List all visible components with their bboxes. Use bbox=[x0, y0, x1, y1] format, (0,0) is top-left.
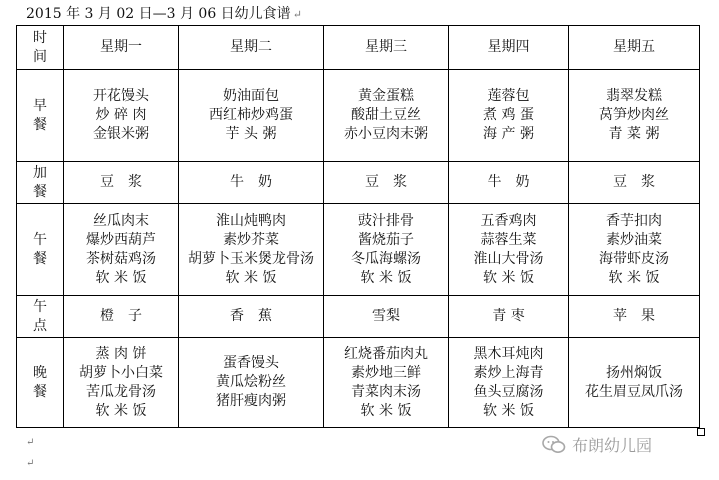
menu-cell-breakfast-thu bbox=[449, 70, 569, 162]
dish-item: 煮 鸡 蛋 bbox=[483, 107, 534, 123]
menu-cell-dinner-fri bbox=[569, 338, 700, 428]
menu-cell-breakfast-fri bbox=[569, 70, 700, 162]
header-row bbox=[17, 26, 700, 70]
row-afternoon-snack bbox=[17, 296, 700, 338]
dish-item: 猪肝瘦肉粥 bbox=[216, 393, 286, 409]
menu-cell-dinner-wed bbox=[324, 338, 449, 428]
dish-item: 芋 头 粥 bbox=[225, 126, 277, 142]
paragraph-mark: ↵ bbox=[292, 8, 302, 21]
dish-item: 青菜肉末汤 bbox=[351, 383, 421, 400]
dish-item: 胡萝卜玉米煲龙骨汤 bbox=[188, 250, 314, 267]
dish-item: 淮山大骨汤 bbox=[473, 250, 544, 267]
dish-item: 软 米 饭 bbox=[360, 402, 412, 419]
watermark bbox=[542, 433, 652, 456]
day-header-tue bbox=[179, 26, 324, 70]
time-header-char: 间 bbox=[33, 48, 47, 65]
menu-cell-extra-meal-fri bbox=[569, 162, 700, 204]
dish-item: 莴笋炒肉丝 bbox=[599, 107, 669, 123]
dish-item: 豆 浆 bbox=[365, 174, 407, 190]
period-cell-breakfast bbox=[17, 70, 64, 162]
day-header-label: 星期一 bbox=[100, 39, 142, 55]
time-header-cell bbox=[17, 26, 64, 70]
dish-item: 香芋扣肉 bbox=[606, 212, 662, 229]
period-cell-lunch bbox=[17, 204, 64, 296]
dish-item: 酱烧茄子 bbox=[358, 231, 414, 248]
dish-item: 黄金蛋糕 bbox=[358, 88, 414, 104]
dish-item: 奶油面包 bbox=[223, 88, 279, 104]
menu-cell-lunch-mon bbox=[64, 204, 179, 296]
dish-item: 软 米 饭 bbox=[608, 269, 660, 286]
period-label-char: 午 bbox=[33, 231, 47, 248]
dish-item: 素炒油菜 bbox=[606, 231, 662, 248]
dish-item: 开花馒头 bbox=[93, 88, 149, 104]
dish-item: 豉汁排骨 bbox=[358, 212, 414, 229]
weekly-menu-table bbox=[16, 25, 700, 428]
dish-item: 苹 果 bbox=[613, 308, 655, 324]
day-header-label: 星期三 bbox=[365, 39, 407, 55]
dish-item: 苦瓜龙骨汤 bbox=[86, 383, 156, 400]
dish-item: 五香鸡肉 bbox=[480, 212, 537, 229]
dish-item: 豆 浆 bbox=[613, 174, 655, 190]
dish-item: 青 菜 粥 bbox=[608, 126, 660, 142]
dish-item: 牛 奶 bbox=[230, 174, 272, 190]
dish-item: 爆炒西葫芦 bbox=[86, 231, 156, 248]
dish-item: 豆 浆 bbox=[100, 174, 142, 190]
day-header-fri bbox=[569, 26, 700, 70]
dish-item: 花生眉豆凤爪汤 bbox=[585, 383, 683, 400]
period-label-char: 餐 bbox=[33, 250, 47, 267]
day-header-mon bbox=[64, 26, 179, 70]
wechat-icon bbox=[542, 435, 566, 455]
menu-cell-lunch-fri bbox=[569, 204, 700, 296]
menu-cell-extra-meal-tue bbox=[179, 162, 324, 204]
dish-item: 蛋香馒头 bbox=[223, 355, 279, 371]
dish-item: 冬瓜海螺汤 bbox=[351, 250, 421, 267]
dish-item: 海带虾皮汤 bbox=[599, 250, 669, 267]
dish-item: 香 蕉 bbox=[230, 308, 272, 324]
menu-cell-breakfast-tue bbox=[179, 70, 324, 162]
table-resize-handle[interactable] bbox=[697, 428, 705, 436]
dish-item: 蒸 肉 饼 bbox=[95, 345, 147, 362]
dish-item: 软 米 饭 bbox=[483, 402, 534, 419]
dish-item: 软 米 饭 bbox=[360, 269, 412, 286]
paragraph-mark: ↵ bbox=[26, 458, 35, 469]
dish-item: 赤小豆肉末粥 bbox=[344, 126, 428, 142]
dish-item: 莲蓉包 bbox=[487, 88, 530, 104]
menu-cell-afternoon-snack-fri bbox=[569, 296, 700, 338]
period-label-char: 加 bbox=[33, 164, 47, 181]
period-label-char: 晚 bbox=[33, 364, 47, 381]
dish-item: 素炒地三鲜 bbox=[351, 364, 421, 381]
dish-item: 素炒芥菜 bbox=[223, 231, 279, 248]
dish-item: 软 米 饭 bbox=[95, 269, 147, 286]
menu-title bbox=[26, 3, 302, 23]
menu-cell-breakfast-mon bbox=[64, 70, 179, 162]
dish-item: 橙 子 bbox=[100, 308, 142, 324]
dish-item: 金银米粥 bbox=[93, 126, 149, 142]
period-label-char: 早 bbox=[33, 97, 47, 114]
menu-cell-afternoon-snack-wed bbox=[324, 296, 449, 338]
dish-item: 雪梨 bbox=[372, 308, 400, 324]
paragraph-mark: ↵ bbox=[26, 437, 35, 448]
period-cell-extra-meal bbox=[17, 162, 64, 204]
dish-item: 红烧番茄肉丸 bbox=[344, 345, 428, 362]
period-label-char: 餐 bbox=[33, 183, 47, 200]
dish-item: 软 米 饭 bbox=[95, 402, 147, 419]
day-header-label: 星期四 bbox=[487, 39, 530, 55]
menu-cell-lunch-wed bbox=[324, 204, 449, 296]
row-dinner bbox=[17, 338, 700, 428]
dish-item: 炒 碎 肉 bbox=[95, 107, 147, 123]
dish-item: 素炒上海青 bbox=[473, 364, 544, 381]
dish-item: 翡翠发糕 bbox=[606, 88, 662, 104]
dish-item: 青 枣 bbox=[492, 308, 525, 324]
period-cell-afternoon-snack bbox=[17, 296, 64, 338]
period-label-char: 餐 bbox=[33, 116, 47, 133]
menu-cell-dinner-thu bbox=[449, 338, 569, 428]
dish-item: 牛 奶 bbox=[487, 174, 530, 190]
dish-item: 扬州焖饭 bbox=[606, 364, 662, 381]
dish-item: 鱼头豆腐汤 bbox=[473, 383, 544, 400]
dish-item: 西红柿炒鸡蛋 bbox=[209, 107, 293, 123]
menu-cell-breakfast-wed bbox=[324, 70, 449, 162]
dish-item: 淮山炖鸭肉 bbox=[216, 212, 286, 229]
dish-item: 丝瓜肉末 bbox=[93, 212, 149, 229]
dish-item: 胡萝卜小白菜 bbox=[79, 364, 163, 381]
menu-cell-extra-meal-thu bbox=[449, 162, 569, 204]
dish-item: 软 米 饭 bbox=[483, 269, 534, 286]
menu-cell-lunch-thu bbox=[449, 204, 569, 296]
menu-cell-dinner-mon bbox=[64, 338, 179, 428]
watermark-text: 布朗幼儿园 bbox=[572, 436, 653, 455]
period-label-char: 餐 bbox=[33, 383, 47, 400]
period-label-char: 午 bbox=[33, 298, 47, 315]
menu-cell-afternoon-snack-mon bbox=[64, 296, 179, 338]
dish-item: 蒜蓉生菜 bbox=[480, 231, 537, 248]
row-extra-meal bbox=[17, 162, 700, 204]
period-cell-dinner bbox=[17, 338, 64, 428]
row-breakfast bbox=[17, 70, 700, 162]
menu-cell-afternoon-snack-tue bbox=[179, 296, 324, 338]
time-header-char: 时 bbox=[33, 29, 47, 46]
period-label-char: 点 bbox=[33, 317, 47, 334]
menu-cell-dinner-tue bbox=[179, 338, 324, 428]
day-header-wed bbox=[324, 26, 449, 70]
dish-item: 软 米 饭 bbox=[225, 269, 277, 286]
row-lunch bbox=[17, 204, 700, 296]
day-header-label: 星期五 bbox=[613, 39, 655, 55]
menu-cell-extra-meal-wed bbox=[324, 162, 449, 204]
dish-item: 酸甜土豆丝 bbox=[351, 107, 421, 123]
day-header-thu bbox=[449, 26, 569, 70]
day-header-label: 星期二 bbox=[230, 39, 272, 55]
dish-item: 茶树菇鸡汤 bbox=[86, 250, 156, 267]
dish-item: 海 产 粥 bbox=[483, 126, 534, 142]
menu-cell-afternoon-snack-thu bbox=[449, 296, 569, 338]
dish-item: 黑木耳炖肉 bbox=[473, 345, 544, 362]
menu-cell-extra-meal-mon bbox=[64, 162, 179, 204]
menu-cell-lunch-tue bbox=[179, 204, 324, 296]
menu-title-text: 2015 年 3 月 02 日—3 月 06 日幼儿食谱 bbox=[26, 6, 291, 22]
dish-item: 黄瓜烩粉丝 bbox=[216, 374, 286, 390]
